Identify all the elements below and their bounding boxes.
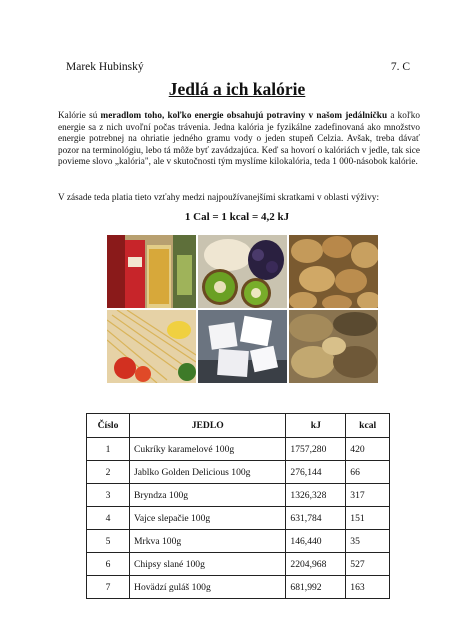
intro-paragraph [58,110,420,168]
cell-kj: 2204,968 [286,553,346,576]
cell-kcal: 66 [346,461,390,484]
cell-kcal: 317 [346,484,390,507]
cell-food: Bryndza 100g [130,484,286,507]
cell-number: 4 [87,507,130,530]
cell-kj: 681,992 [286,576,346,599]
cell-kj: 1757,280 [286,438,346,461]
unit-formula: 1 Cal = 1 kcal = 4,2 kJ [184,211,290,223]
photo-pasta [107,310,196,383]
cell-kcal: 35 [346,530,390,553]
cell-kcal: 151 [346,507,390,530]
table-row [87,461,390,484]
table-row [87,576,390,599]
cell-number: 2 [87,461,130,484]
col-header-kj: kJ [286,414,346,438]
food-photo-collage [107,235,378,383]
table-header-row [87,414,390,438]
table-row [87,507,390,530]
cell-kcal: 420 [346,438,390,461]
col-header-number: Číslo [87,414,130,438]
cell-kj: 631,784 [286,507,346,530]
document-header [66,61,410,75]
intro-text-start: Kalórie sú [58,110,101,120]
col-header-kcal: kcal [346,414,390,438]
author-name: Marek Hubinský [66,61,144,73]
cell-food: Hovädzí guláš 100g [130,576,286,599]
cell-number: 1 [87,438,130,461]
cell-food: Jablko Golden Delicious 100g [130,461,286,484]
photo-grains [289,310,378,383]
document-title: Jedlá a ich kalórie [168,79,306,99]
photo-kiwi-fruit [198,235,287,308]
units-paragraph: V zásade teda platia tieto vzťahy medzi najpoužívanejšími skratkami v oblasti výživy: [58,192,380,202]
cell-number: 3 [87,484,130,507]
photo-potatoes [289,235,378,308]
intro-text-rest: a koľko energie sa z nich uvoľní počas trávenia. Jedna kalória je fyzikálne zadefinovaná ako množstvo energie potrebnej na ohriatie jedného gramu vody o jeden stupeň Celzia. Avšak, treba dávať pozor na terminológiu, lebo tá môže byť zavádzajúca. Keď sa hovorí o kalóriách v jedle, tak sice povieme slovo „kalória", ale v skutočnosti tým myslíme kilokalória, teda 1 000-násobok kalórie. [58,110,420,167]
cell-number: 5 [87,530,130,553]
photo-sugar-cubes [198,310,287,383]
table-row [87,530,390,553]
calorie-table [86,413,390,599]
cell-food: Mrkva 100g [130,530,286,553]
photo-drinks [107,235,196,308]
cell-kcal: 163 [346,576,390,599]
cell-food: Vajce slepačie 100g [130,507,286,530]
cell-food: Cukríky karamelové 100g [130,438,286,461]
cell-number: 7 [87,576,130,599]
table-row [87,553,390,576]
cell-kj: 146,440 [286,530,346,553]
intro-bold-phrase: meradlom toho, koľko energie obsahujú potraviny v našom jedálničku [100,110,388,120]
cell-kcal: 527 [346,553,390,576]
col-header-food: JEDLO [130,414,286,438]
class-label: 7. C [390,61,410,73]
table-row [87,438,390,461]
cell-food: Chipsy slané 100g [130,553,286,576]
table-row [87,484,390,507]
cell-kj: 276,144 [286,461,346,484]
cell-number: 6 [87,553,130,576]
cell-kj: 1326,328 [286,484,346,507]
